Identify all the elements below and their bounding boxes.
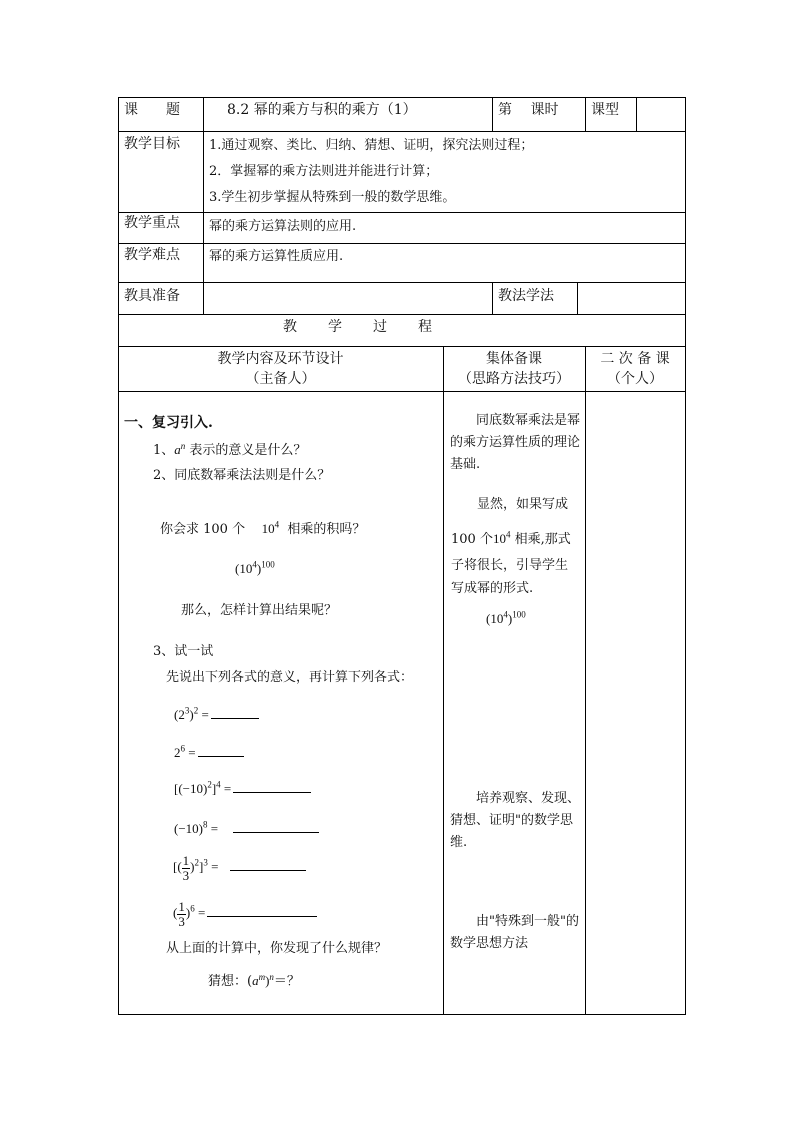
type-label: 课型 <box>591 102 619 118</box>
group-column-title: 集体备课 <box>486 351 542 367</box>
guess-line: 猜想：$(a^m)^n=$？ <box>208 971 300 989</box>
answer-blank[interactable] <box>233 780 311 793</box>
question-2: 2、同底数幂乘法法则是什么？ <box>153 468 331 483</box>
second-column-title: 二 次 备 课 <box>600 351 670 367</box>
note-power-expression: $(10^4)^{100}$ <box>486 609 526 626</box>
difficulty-label: 教学难点 <box>124 247 180 263</box>
found-question: 从上面的计算中，你发现了什么规律？ <box>166 941 388 956</box>
topic-label: 课 题 <box>124 102 180 118</box>
main-column-title: 教学内容及环节设计 <box>217 351 344 367</box>
note-line: 显然，如果写成 <box>477 497 569 512</box>
question-1: 1、$a^n$ 表示的意义是什么？ <box>153 440 307 458</box>
note-method: 由"特殊到一般"的数学思想方法 <box>450 914 579 951</box>
exercise-6: ( $\frac{1}{3}$ )$^6$ = <box>173 898 317 929</box>
exercise-4: $(-10)^8$ = <box>174 820 319 838</box>
method-label: 教法学法 <box>498 288 554 304</box>
tools-label: 教具准备 <box>124 288 180 304</box>
main-column-subtitle: （主备人） <box>245 371 316 387</box>
note-line: 100 个$10^4$ 相乘,那式 <box>451 529 571 547</box>
session-label: 第 课时 <box>498 102 559 118</box>
answer-blank[interactable] <box>230 858 306 871</box>
question-3: 你会求 100 个 $10^4$ 相乘的积吗？ <box>160 519 366 537</box>
exercise-5: [( $\frac{1}{3}$ )$^2$]$^3$ = <box>173 852 306 883</box>
topic-value: 8.2 幂的乘方与积的乘方（1） <box>227 102 417 118</box>
exercise-3: $[(-10)^2]^4$ = <box>174 780 311 798</box>
objective-item: 2．掌握幂的乘方法则进并能进行计算； <box>209 164 439 179</box>
exercise-1: $(2^3)^2$ = <box>174 706 259 724</box>
power-expression: $(10^4)^{100}$ <box>235 559 275 576</box>
answer-blank[interactable] <box>198 744 244 757</box>
exercise-2: $2^6$ = <box>174 744 244 762</box>
section-heading: 一、复习引入. <box>124 415 213 431</box>
answer-blank[interactable] <box>233 820 319 833</box>
note-line: 子将很长，引导学生 <box>451 558 569 573</box>
key-point-label: 教学重点 <box>124 215 180 231</box>
second-column-subtitle: （个人） <box>607 371 663 387</box>
difficulty-value: 幂的乘方运算性质应用. <box>209 249 344 264</box>
objective-item: 1.通过观察、类比、归纳、猜想、证明，探究法则过程； <box>209 138 534 153</box>
then-question: 那么，怎样计算出结果呢？ <box>181 603 338 618</box>
key-point-value: 幂的乘方运算法则的应用. <box>209 219 357 234</box>
process-title: 教 学 过 程 <box>283 319 433 335</box>
group-column-subtitle: （思路方法技巧） <box>458 371 570 387</box>
note-theory-basis: 同底数幂乘法是幂的乘方运算性质的理论基础. <box>450 413 581 472</box>
try-title: 3、试一试 <box>153 644 214 659</box>
note-thinking: 培养观察、发现、猜想、证明"的数学思维. <box>450 791 581 850</box>
objectives-label: 教学目标 <box>124 136 180 152</box>
answer-blank[interactable] <box>207 904 317 917</box>
try-intro: 先说出下列各式的意义，再计算下列各式： <box>166 670 414 685</box>
answer-blank[interactable] <box>211 706 259 719</box>
objective-item: 3.学生初步掌握从特殊到一般的数学思维。 <box>209 190 456 205</box>
note-line: 写成幂的形式. <box>451 581 534 596</box>
